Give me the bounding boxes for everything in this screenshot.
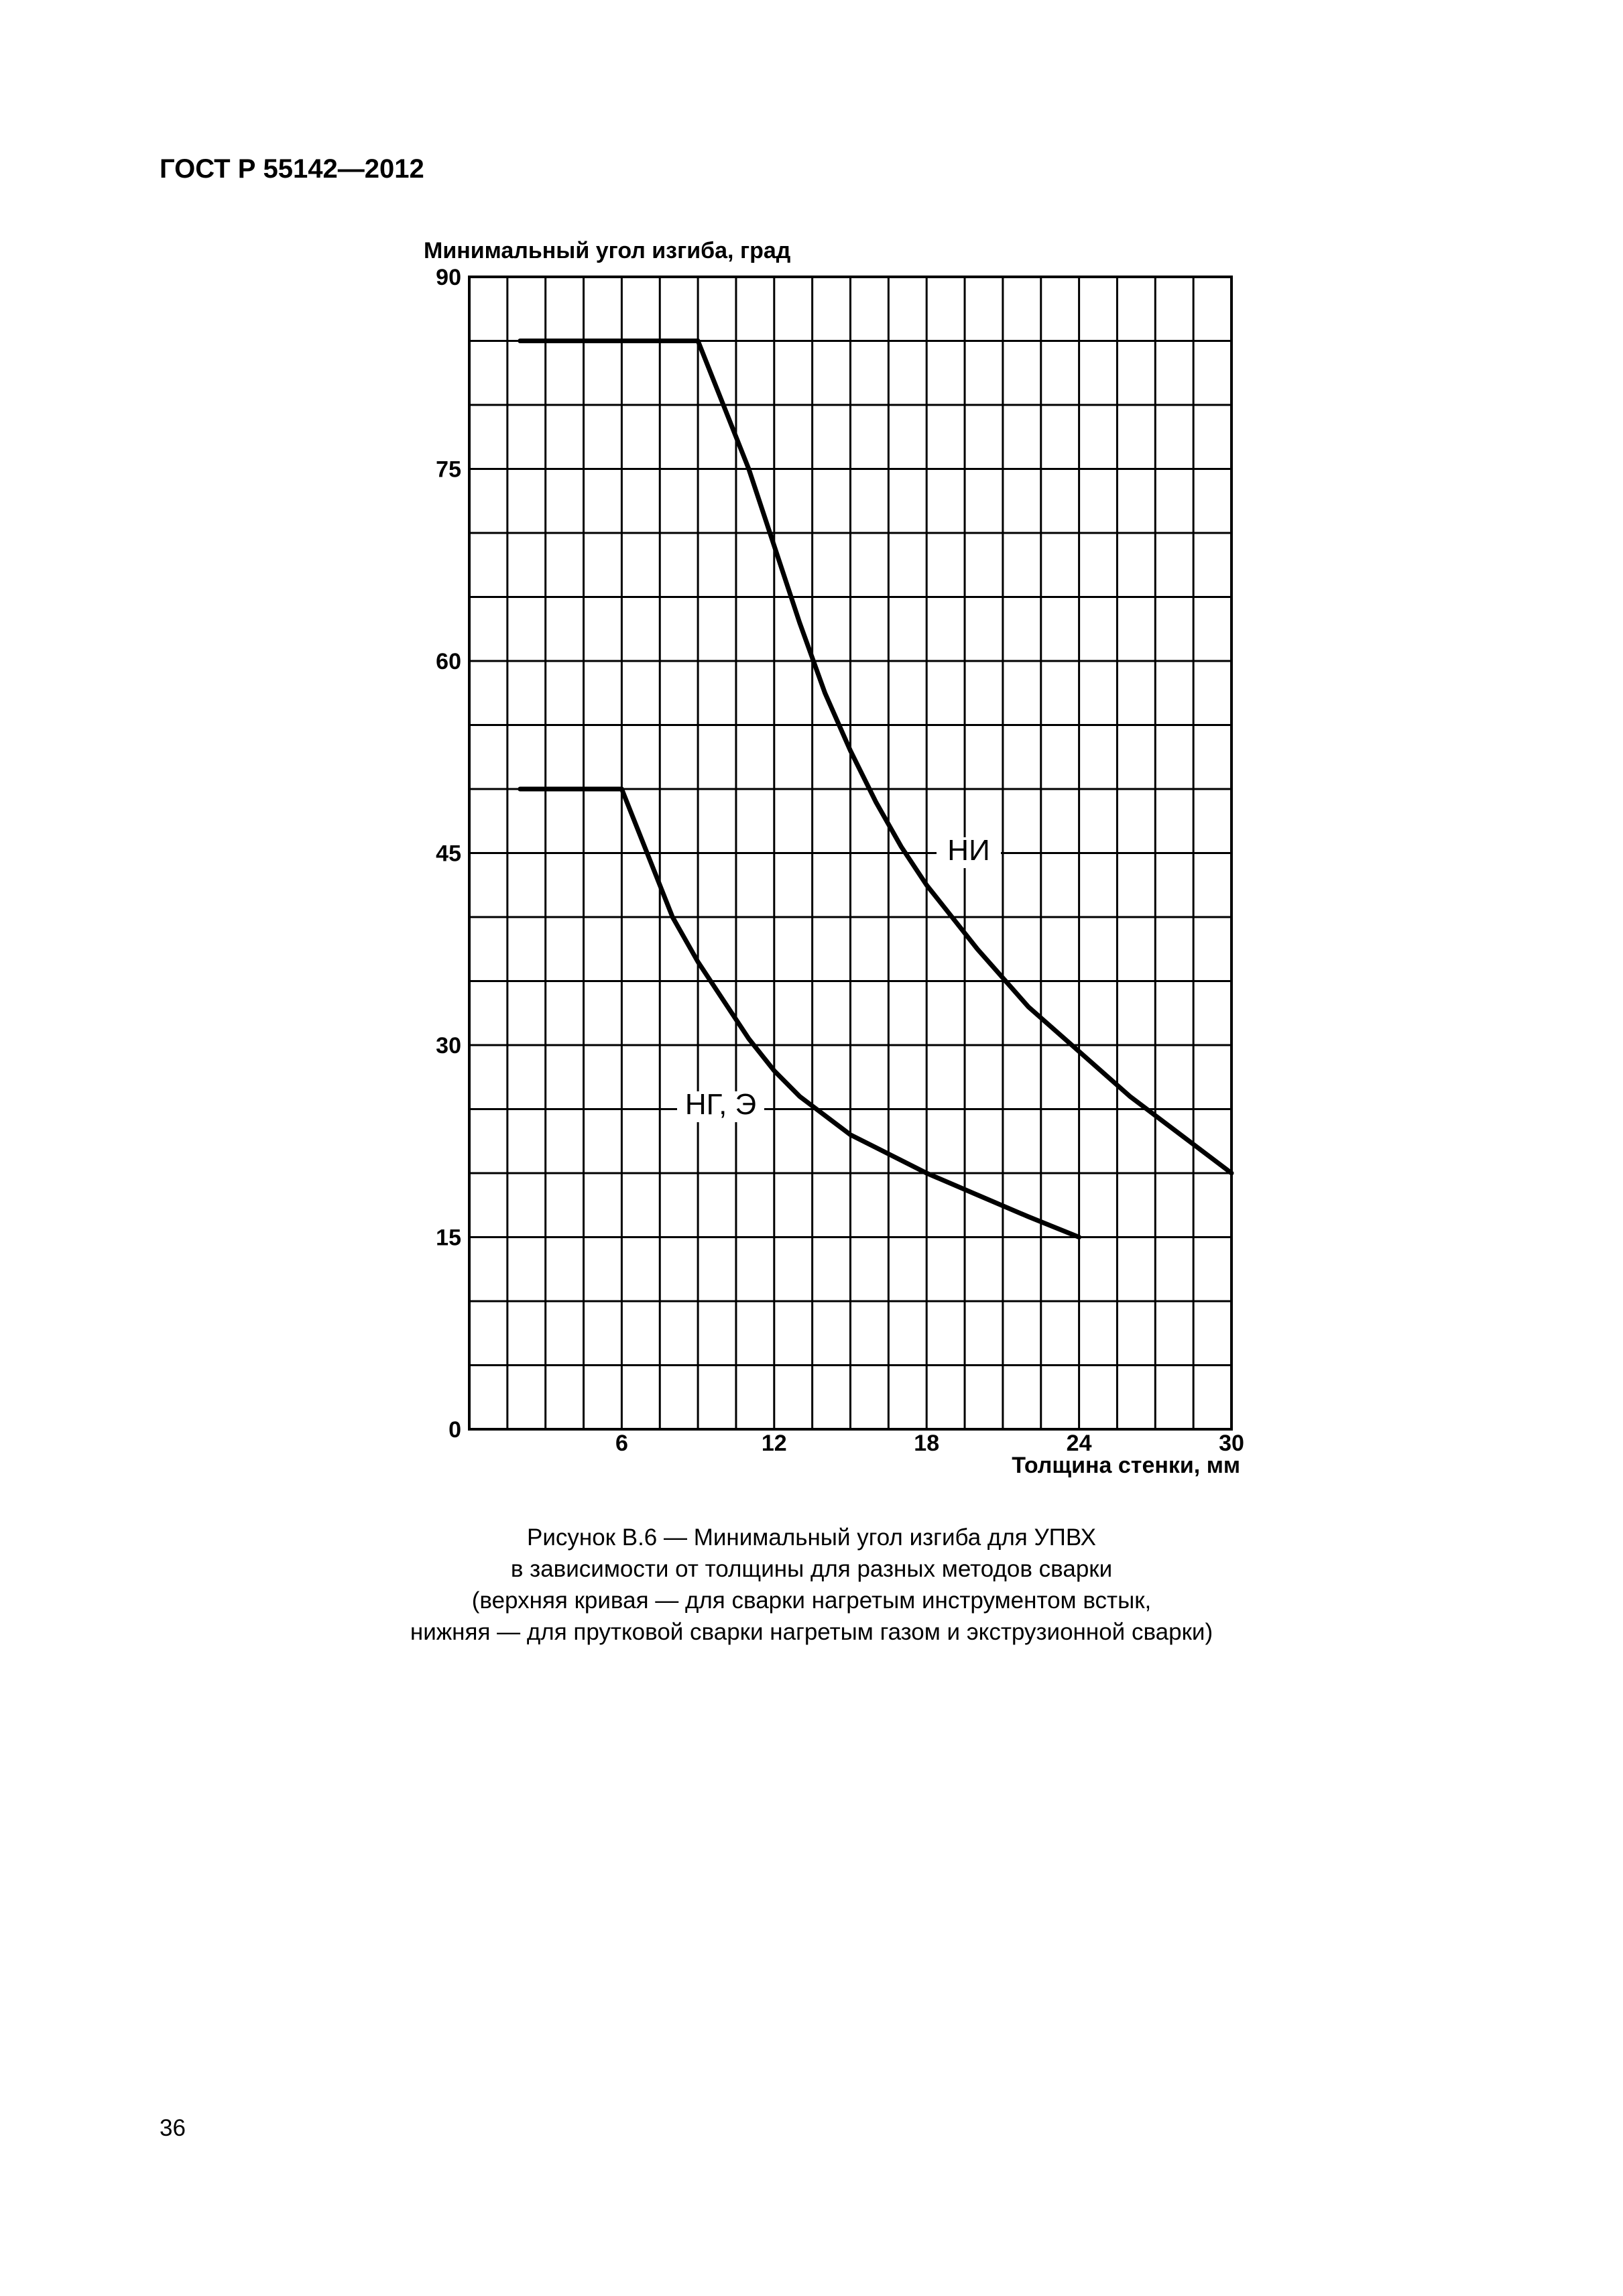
annotation-ng-e: НГ, Э — [684, 1088, 757, 1121]
x-tick-label: 18 — [914, 1431, 940, 1456]
caption-line-1: Рисунок В.6 — Минимальный угол изгиба для УПВХ — [527, 1524, 1096, 1551]
x-tick-label: 24 — [1066, 1431, 1092, 1456]
y-axis-title: Минимальный угол изгиба, град — [424, 238, 791, 263]
x-tick-label: 12 — [761, 1431, 787, 1456]
caption-line-4: нижняя — для прутковой сварки нагретым газом и экструзионной сварки) — [410, 1619, 1213, 1645]
x-tick-label: 30 — [1219, 1431, 1244, 1456]
caption-line-2: в зависимости от толщины для разных методов сварки — [510, 1556, 1113, 1582]
caption-line-3: (верхняя кривая — для сварки нагретым инструментом встык, — [471, 1587, 1152, 1614]
chart-grid — [469, 277, 1231, 1429]
y-tick-label: 60 — [436, 649, 461, 674]
annotation-ni: НИ — [947, 834, 990, 867]
figure-caption — [0, 1522, 1623, 1648]
page-number: 36 — [160, 2115, 186, 2141]
document-header: ГОСТ Р 55142—2012 — [160, 154, 424, 184]
x-axis-title: Толщина стенки, мм — [1012, 1453, 1240, 1478]
x-tick-label: 6 — [615, 1431, 628, 1456]
y-tick-label: 0 — [448, 1417, 461, 1443]
y-tick-label: 45 — [436, 841, 461, 867]
series-line-ni — [520, 341, 1231, 1174]
chart-labels — [424, 238, 1244, 1478]
y-tick-label: 90 — [436, 265, 461, 290]
y-tick-label: 75 — [436, 457, 461, 483]
y-tick-label: 30 — [436, 1033, 461, 1059]
y-tick-label: 15 — [436, 1225, 461, 1251]
